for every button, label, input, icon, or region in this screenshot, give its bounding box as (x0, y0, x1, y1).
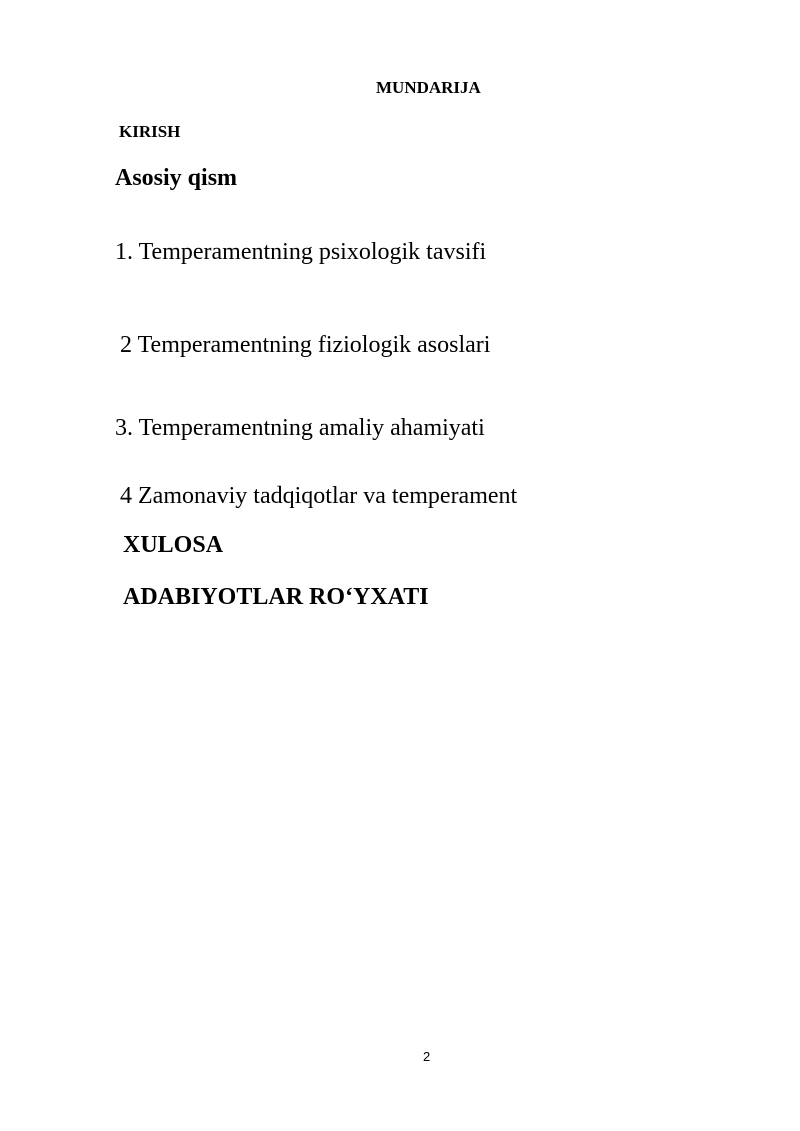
toc-entry-4: 4 Zamonaviy tadqiqotlar va temperament (120, 483, 518, 509)
toc-section-heading: Asosiy qism (115, 165, 238, 191)
toc-entry-references: ADABIYOTLAR RO‘YXATI (123, 584, 429, 610)
toc-entry-intro: KIRISH (119, 122, 181, 141)
toc-entry-conclusion: XULOSA (123, 532, 224, 558)
toc-title: MUNDARIJA (376, 78, 481, 97)
toc-entry-3: 3. Temperamentning amaliy ahamiyati (115, 415, 485, 441)
toc-entry-2: 2 Temperamentning fiziologik asoslari (120, 332, 491, 358)
page-number: 2 (423, 1049, 431, 1064)
toc-entry-1: 1. Temperamentning psixologik tavsifi (115, 239, 487, 265)
